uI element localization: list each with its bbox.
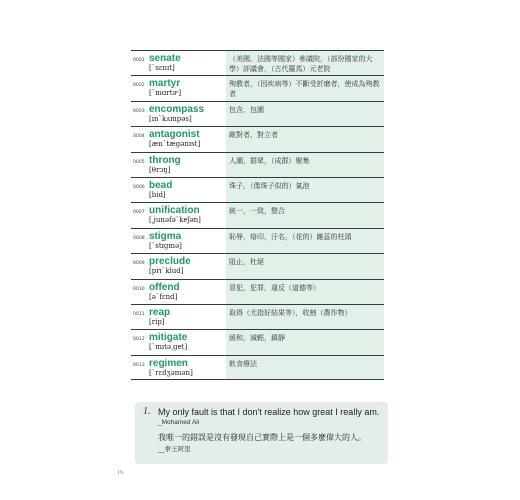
entry-number: 0006 xyxy=(133,184,145,190)
vocabulary-table xyxy=(131,50,384,380)
entry-definition: 恥辱，烙印，汙名，（花的）雌蕊的柱頭 xyxy=(226,229,384,253)
quote-english: My only fault is that I don't realize how great I really am. xyxy=(158,407,380,417)
entry-word: offend xyxy=(149,281,180,293)
entry-number: 0003 xyxy=(133,108,145,114)
entry-word: antagonist xyxy=(149,129,200,141)
quote-chinese: 我唯一的錯誤是沒有發現自己實際上是一個多麼偉大的人。 xyxy=(158,433,366,442)
vocab-row xyxy=(131,50,384,75)
entry-word: senate xyxy=(149,53,181,64)
entry-pronunciation: [bid] xyxy=(149,190,166,199)
entry-word: preclude xyxy=(149,256,191,268)
vocab-row xyxy=(131,329,384,354)
vocab-row xyxy=(131,304,384,329)
quote-author-chinese: __拳王阿里 xyxy=(158,445,191,453)
entry-definition: 冒犯，犯罪，違反（道德等） xyxy=(226,280,384,304)
entry-number: 0007 xyxy=(133,210,145,216)
entry-word: mitigate xyxy=(149,332,188,344)
entry-pronunciation: [əˋfɛnd] xyxy=(149,292,178,301)
quote-box xyxy=(135,402,388,464)
entry-number: 0001 xyxy=(133,58,145,63)
vocab-row xyxy=(131,279,384,304)
vocab-row xyxy=(131,202,384,227)
vocab-row xyxy=(131,228,384,253)
entry-pronunciation: [prɪˋklud] xyxy=(149,267,184,276)
entry-word: encompass xyxy=(149,103,205,115)
quote-author: _Mohamed Ali xyxy=(158,419,200,426)
vocab-row xyxy=(131,126,384,151)
entry-number: 0013 xyxy=(133,362,145,368)
entry-pronunciation: [θrɔŋ] xyxy=(149,165,171,174)
entry-definition: 敵對者，對立者 xyxy=(226,127,384,151)
quote-number: 1. xyxy=(143,406,151,417)
entry-definition: 珠子，（像珠子似的）氣泡 xyxy=(226,178,384,202)
vocab-row xyxy=(131,75,384,100)
entry-pronunciation: [ænˋtægənɪst] xyxy=(149,140,201,149)
entry-word: bead xyxy=(149,179,173,191)
entry-number: 0009 xyxy=(133,261,145,267)
entry-number: 0010 xyxy=(133,286,145,292)
entry-word: unification xyxy=(149,205,200,217)
entry-pronunciation: [ɪnˋkʌmpəs] xyxy=(149,114,192,123)
vocab-row xyxy=(131,355,384,380)
entry-definition: 取得（尤指好結果等），收割（農作物） xyxy=(226,305,384,329)
entry-number: 0002 xyxy=(133,83,145,89)
entry-definition: 飲食療法 xyxy=(226,356,384,379)
entry-number: 0012 xyxy=(133,337,145,343)
entry-definition: （美國、法國等國家）參議院，（部份國家的大學）評議會，（古代羅馬）元老院 xyxy=(226,51,384,75)
page-number: 16 xyxy=(117,470,123,476)
entry-definition: 包含，包圍 xyxy=(226,102,384,126)
entry-pronunciation: [ˋrɛdʒəmən] xyxy=(149,368,193,377)
entry-pronunciation: [ˋstɪgmə] xyxy=(149,241,182,250)
entry-pronunciation: [ˋmɑrtɚ] xyxy=(149,89,182,98)
entry-number: 0008 xyxy=(133,235,145,241)
entry-number: 0011 xyxy=(133,311,145,317)
entry-pronunciation: [ˋsɛnɪt] xyxy=(149,64,175,72)
entry-definition: 阻止，杜絕 xyxy=(226,254,384,278)
vocab-row xyxy=(131,152,384,177)
entry-definition: 緩和，減輕，鎮靜 xyxy=(226,330,384,354)
entry-definition: 人潮，群眾，（成群）聚集 xyxy=(226,153,384,177)
entry-pronunciation: [͵junəfəˋkeʃən] xyxy=(149,216,201,225)
entry-word: throng xyxy=(149,154,181,166)
vocab-row xyxy=(131,101,384,126)
entry-word: stigma xyxy=(149,230,182,242)
entry-word: martyr xyxy=(149,78,181,90)
entry-number: 0005 xyxy=(133,159,145,165)
entry-pronunciation: [rip] xyxy=(149,317,165,326)
vocab-row xyxy=(131,253,384,278)
entry-word: regimen xyxy=(149,357,188,369)
entry-definition: 統一，一致，整合 xyxy=(226,203,384,227)
entry-number: 0004 xyxy=(133,134,145,140)
entry-definition: 殉教者，（因疾病等）不斷受折磨者，使成為殉教者 xyxy=(226,76,384,100)
entry-pronunciation: [ˋmɪtə͵get] xyxy=(149,343,188,352)
vocab-row xyxy=(131,177,384,202)
entry-word: reap xyxy=(149,306,171,318)
